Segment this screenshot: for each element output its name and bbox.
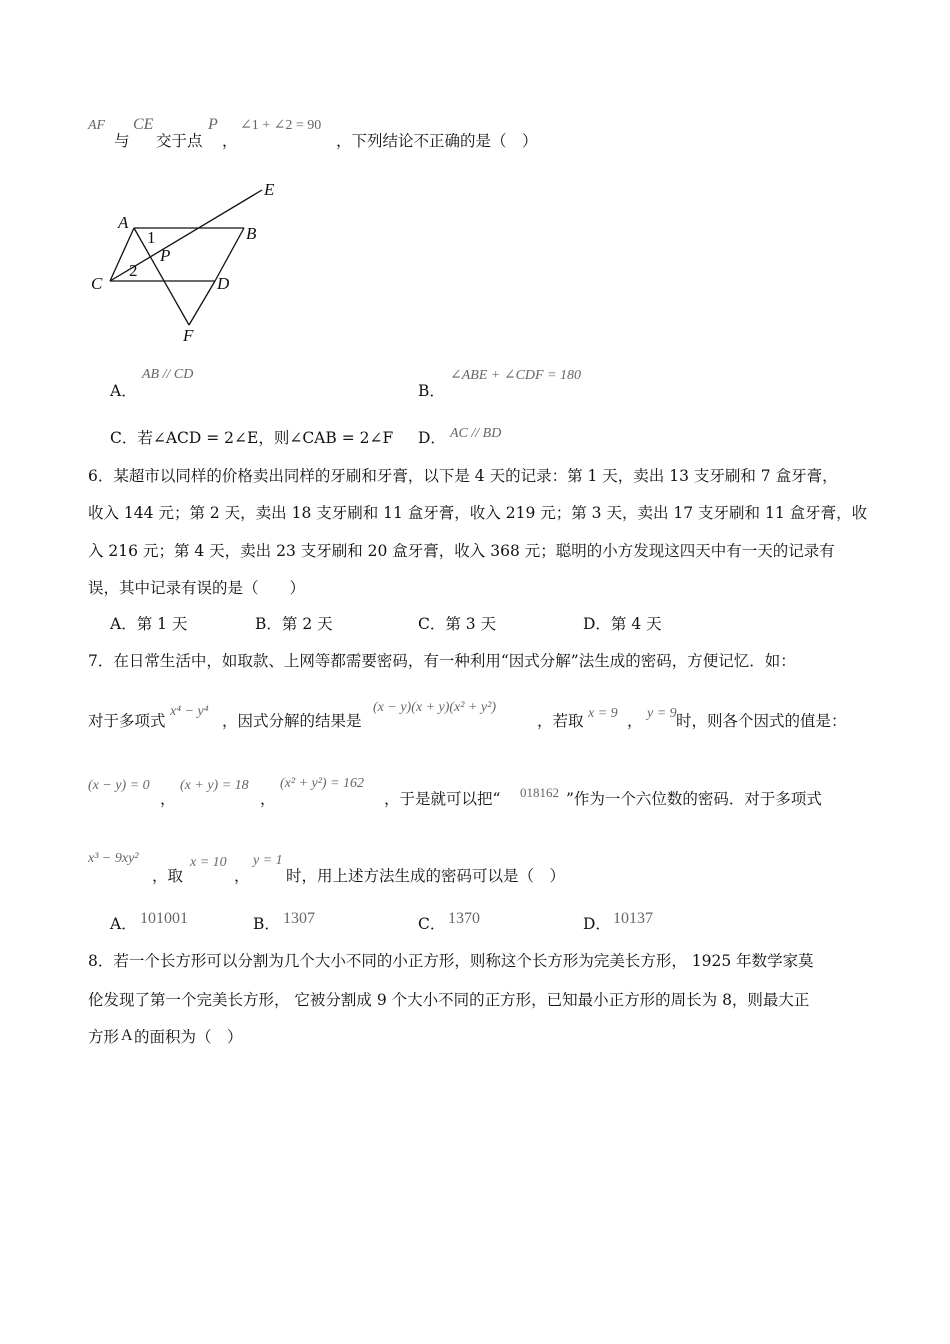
q5-option-b-label: B． [418,382,445,400]
q7-l3-text-b: ”作为一个六位数的密码．对于多项式 [566,790,822,808]
q5-option-b-math: ∠ABE + ∠CDF = 180 [450,368,582,383]
math-af: AF [88,118,106,133]
q6-option-d: D．第 4 天 [583,615,662,633]
q5-option-d-label: D． [418,429,446,447]
q7-option-b-value: 1307 [283,910,315,927]
q6-option-c: C．第 3 天 [418,615,497,633]
math-angle-sum: ∠1 + ∠2 = 90 [240,118,322,133]
q7-l3-comma-1: ， [160,790,176,808]
q7-x-value: x = 9 [588,706,618,721]
label-f: F [183,326,194,345]
geometry-figure [80,175,300,345]
q6-line-2: 收入 144 元；第 2 天，卖出 18 支牙刷和 11 盒牙膏，收入 219 元；第 3 天，卖出 17 支牙刷和 11 盒牙膏，收 [88,504,868,522]
label-c: C [91,274,103,293]
q7-y-value-2: y = 1 [253,853,283,868]
q5-option-a-label: A． [110,382,137,400]
q7-x-value-2: x = 10 [190,855,227,870]
text-comma: ， [222,132,238,150]
text-question-tail: ，下列结论不正确的是（ ） [336,132,538,150]
q7-option-a-value: 101001 [140,910,188,927]
q7-factor-2: (x + y) = 18 [180,778,249,793]
q5-option-c: C．若∠ACD = 2∠E，则∠CAB = 2∠F [110,429,394,447]
q7-password-example: 018162 [520,785,559,800]
math-ce: CE [133,116,154,133]
q6-line-4: 误，其中记录有误的是（ ） [88,579,306,597]
q7-factor-3: (x² + y²) = 162 [280,776,365,791]
q7-l2-text-a: 对于多项式 [88,712,166,730]
q7-option-b-label: B． [253,915,280,933]
q8-line-3-a: 方形 [88,1028,120,1046]
q7-option-c-value: 1370 [448,910,480,927]
q6-line-1: 6．某超市以同样的价格卖出同样的牙刷和牙膏，以下是 4 天的记录：第 1 天，卖出 13 支牙刷和 7 盒牙膏， [88,467,838,485]
label-b: B [246,224,257,243]
q7-option-d-label: D． [583,915,611,933]
label-angle-2: 2 [129,261,138,280]
q7-l4-text-b: 时，用上述方法生成的密码可以是（ ） [286,867,566,885]
q7-poly: x⁴ − y⁴ [170,704,209,719]
q7-y-value: y = 9 [647,706,677,721]
q7-l4-comma: ， [234,867,250,885]
q7-l4-text-a: ，取 [152,867,184,885]
text-intersect: 交于点 [156,132,203,150]
label-p: P [160,246,171,265]
q7-l2-text-b: ，因式分解的结果是 [222,712,362,730]
q6-option-b: B．第 2 天 [255,615,333,633]
label-d: D [217,274,230,293]
q7-option-d-value: 10137 [613,910,653,927]
q7-l2-text-c: ，若取 [537,712,584,730]
q8-line-3-b: 的面积为（ ） [134,1028,243,1046]
label-a: A [118,213,129,232]
label-e: E [264,180,275,199]
segment-af [134,228,189,325]
q7-factor-1: (x − y) = 0 [88,778,150,793]
q8-line-2: 伦发现了第一个完美长方形， 它被分割成 9 个大小不同的正方形，已知最小正方形的周长为 8，则最大正 [88,991,810,1009]
label-angle-1: 1 [147,228,156,247]
segment-df [189,281,215,325]
q7-option-c-label: C． [418,915,446,933]
q7-option-a-label: A． [110,915,137,933]
q7-factorization: (x − y)(x + y)(x² + y²) [373,700,496,715]
q7-l2-comma: ， [627,712,643,730]
math-p: P [208,116,218,133]
q8-square-letter: A [121,1027,133,1044]
q7-line-1: 7．在日常生活中，如取款、上网等都需要密码，有一种利用“因式分解”法生成的密码，方便记忆．如： [88,652,796,670]
q7-l3-text-a: ，于是就可以把“ [384,790,501,808]
q6-option-a: A．第 1 天 [110,615,188,633]
q8-line-1: 8．若一个长方形可以分割为几个大小不同的小正方形，则称这个长方形为完美长方形， 1925 年数学家莫 [88,952,814,970]
q7-poly-2: x³ − 9xy² [88,851,139,866]
q7-l3-comma-2: ， [260,790,276,808]
q5-option-d-math: AC // BD [450,426,502,441]
q6-line-3: 入 216 元；第 4 天，卖出 23 支牙刷和 20 盒牙膏，收入 368 元；聪明的小方发现这四天中有一天的记录有 [88,542,835,560]
q7-l2-text-d: 时，则各个因式的值是： [676,712,847,730]
q5-option-a-math: AB // CD [142,367,194,382]
text-with: 与 [114,132,130,150]
